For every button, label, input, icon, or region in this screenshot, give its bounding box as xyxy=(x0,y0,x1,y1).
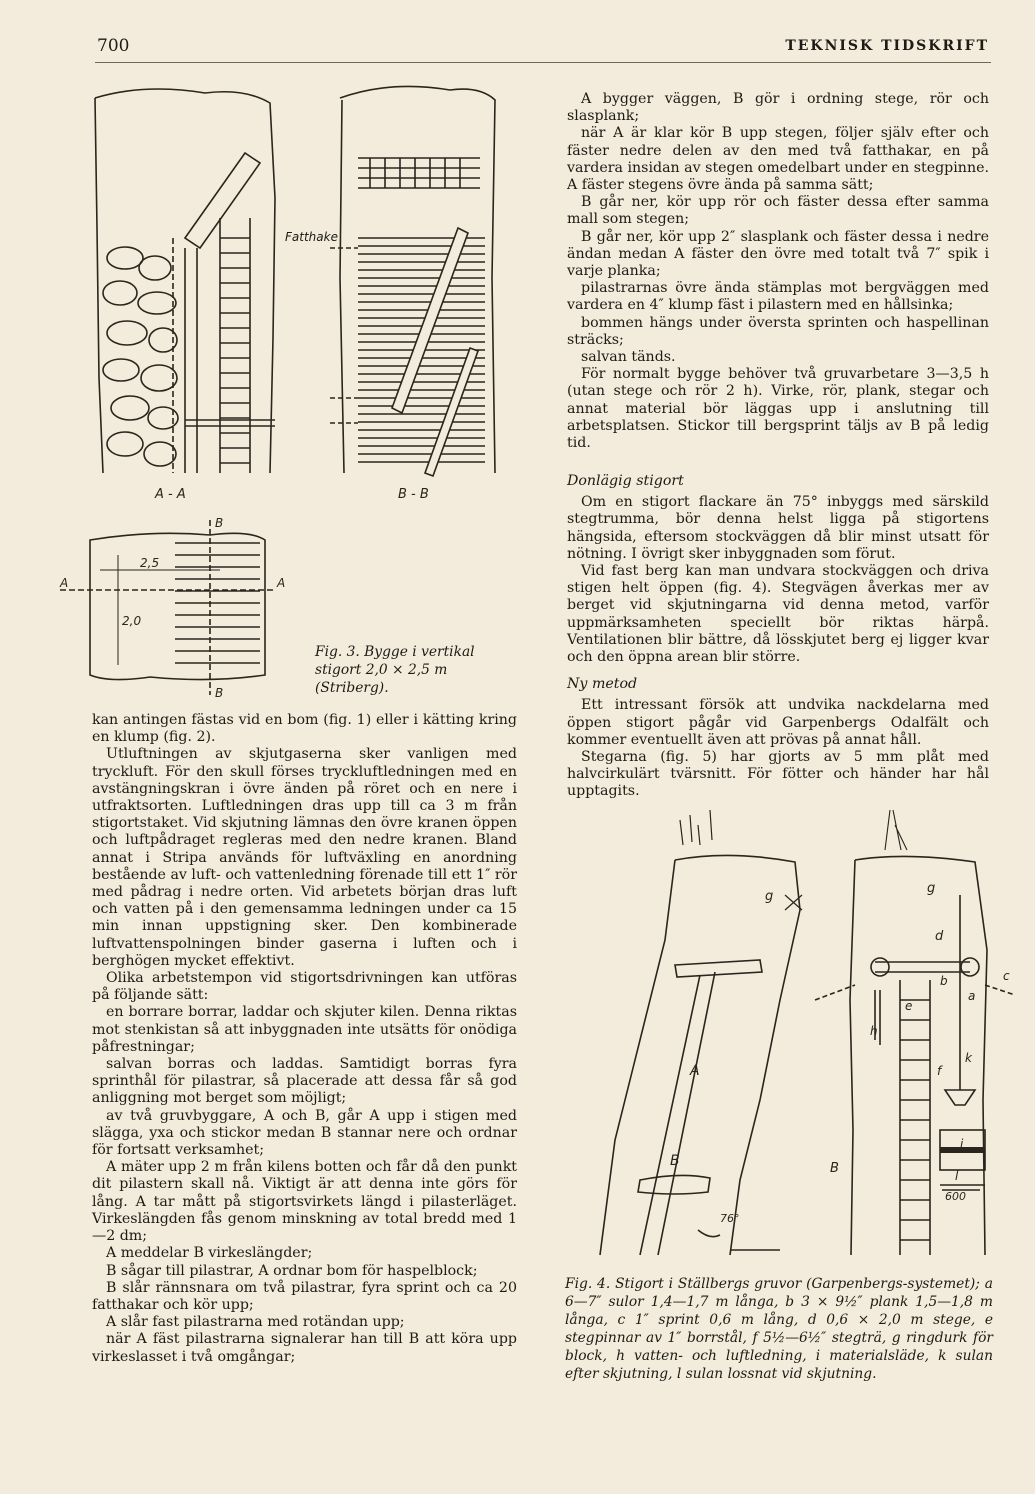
left-para-2: Utluftningen av skjutgaserna sker vanligen med tryckluft. För den skull förses tryckluftledningen med en avstängningskran i övre änden på röret och en nere i utfraktsorten. Luftledningen dras upp till ca 3 m från stigortstaket. Vid skjutning lämnas den övre kranen öppen och luftpådraget regleras med den nedre kranen. Bland annat i Stripa används för luftväxling en anordning bestående av luft- och vattenledning förenade till ett 1″ rör med pådrag i nedre orten. Vid arbetets början dras luft och vatten på i den gemensamma ledningen under ca 15 min innan uppstigning sker. Den kombinerade luftvattenspolningen binder gaserna i luften och i berghögen mycket effektivt. xyxy=(92,746,517,969)
donlagig-para-1: Om en stigort flackare än 75° inbyggs med särskild stegtrumma, bör denna helst ligga på stigortens hängsida, eftersom stockväggen då blir minst utsatt för nötning. I övrigt sker inbyggnaden som förut. xyxy=(567,494,989,562)
fig4-vertical xyxy=(815,800,1015,1265)
left-column xyxy=(92,712,517,1366)
right-para-2: när A är klar kör B upp stegen, följer själv efter och fäster nedre delen av den med två fatthakar, en på vardera insidan av stegen omedelbart under en stegpinne. A fäster stegens övre ända på samma sätt; xyxy=(567,125,989,194)
right-para-6: bommen hängs under översta sprinten och haspellinan sträcks; xyxy=(567,314,989,348)
fig3-dim-width: 2,5 xyxy=(140,556,160,570)
right-para-7: salvan tänds. xyxy=(581,349,676,366)
fig3-label-aa: A - A xyxy=(155,487,186,502)
ny-metod-para-1: Ett intressant försök att undvika nackdelarna med öppen stigort pågår vid Garpenbergs Odalfält och kommer eventuellt även att prövas på annat håll. xyxy=(567,697,989,748)
left-para-4: en borrare borrar, laddar och skjuter kilen. Denna riktas mot stenkistan så att inbyggnaden inte utsätts för onödiga påfrestningar; xyxy=(92,1004,517,1055)
left-para-12: när A fäst pilastrarna signalerar han till B att köra upp virkeslasset i två omgångar; xyxy=(92,1331,517,1365)
fig4-label-B-left: B xyxy=(670,1153,680,1169)
left-para-7: A mäter upp 2 m från kilens botten och får då den punkt dit pilastern skall nå. Viktigt är att denna inte görs för lång. A tar mått på stigortsvirkets längd i pilasterläget. Virkeslängden fås genom minskning av total bredd med 1—2 dm; xyxy=(92,1159,517,1245)
left-para-11: A slår fast pilastrarna med rotändan upp; xyxy=(106,1314,405,1331)
fig3-section-bb xyxy=(330,78,505,508)
fig4-label-g-left: g xyxy=(765,889,774,904)
fig4-label-f: f xyxy=(937,1064,942,1078)
fig3-label-a-right: A xyxy=(277,576,286,590)
right-para-8: För normalt bygge behöver två gruvarbetare 3—3,5 h (utan stege och rör 2 h). Virke, rör, plank, stegar och annat material bör läggas upp i anslutning till arbetsplatsen. Stickor till bergsprint täljs av B på ledig tid. xyxy=(567,366,989,452)
left-para-6: av två gruvbyggare, A och B, går A upp i stigen med slägga, yxa och stickor medan B stannar nere och ordnar för fortsatt verksamhet; xyxy=(92,1107,517,1159)
fig3-caption: Fig. 3. Bygge i vertikal stigort 2,0 × 2,5 m (Striberg). xyxy=(315,644,475,696)
right-para-3: B går ner, kör upp rör och fäster dessa efter samma mall som stegen; xyxy=(567,194,989,228)
fig3-dim-height: 2,0 xyxy=(122,614,142,628)
fig3-label-b-bottom: B xyxy=(215,686,224,700)
right-column-sections xyxy=(567,463,989,801)
left-para-5: salvan borras och laddas. Samtidigt borras fyra sprinthål för pilastrar, så placerade att dessa får så god anliggning mot berget som möjligt; xyxy=(92,1056,517,1107)
heading-donlagig: Donlägig stigort xyxy=(567,473,684,489)
fig4-label-A: A xyxy=(690,1063,700,1079)
fig3-fatthake-label: Fatthake xyxy=(285,230,338,244)
fig4-inclined xyxy=(580,800,820,1265)
right-column-top xyxy=(567,91,989,452)
fig4-label-i: i xyxy=(960,1137,964,1151)
fig4-label-l: l xyxy=(955,1169,959,1183)
heading-ny-metod: Ny metod xyxy=(567,676,638,693)
left-para-10: B slår rännsnara om två pilastrar, fyra sprint och ca 20 fatthakar och kör upp; xyxy=(92,1279,517,1313)
fig3-label-a-left: A xyxy=(60,576,69,590)
fig4-angle: 76° xyxy=(720,1212,740,1225)
fig4-label-k: k xyxy=(965,1051,972,1065)
fig3-label-b-top: B xyxy=(215,516,224,530)
fig4-label-B: B xyxy=(830,1161,839,1176)
right-para-4: B går ner, kör upp 2″ slasplank och fäster dessa i nedre ändan medan A fäster den övre med totalt två 7″ spik i varje planka; xyxy=(567,228,989,280)
fig3-label-bb: B - B xyxy=(398,487,429,502)
fig4-caption: Fig. 4. Stigort i Ställbergs gruvor (Garpenbergs-systemet); a 6—7″ sulor 1,4—1,7 m långa, b 3 × 9½″ plank 1,5—1,8 m långa, c 1″ sprint 0,6 m lång, d 0,6 × 2,0 m stege, e stegpinnar av 1″ borrstål, f 5½—6½″ stegträ, g ringdurk för block, h vatten- och luftledning, i materialsläde, k sulan efter skjutning, l sulan lossnat vid skjutning. xyxy=(565,1276,993,1382)
fig4-label-d: d xyxy=(935,929,944,944)
header-rule xyxy=(95,62,991,63)
fig4-label-b: b xyxy=(940,974,948,988)
left-para-8: A meddelar B virkeslängder; xyxy=(106,1245,313,1262)
fig3-plan xyxy=(60,515,290,700)
fig4-label-a: a xyxy=(968,989,976,1003)
left-para-9: B sågar till pilastrar, A ordnar bom för haspelblock; xyxy=(106,1262,478,1279)
running-head: TEKNISK TIDSKRIFT xyxy=(785,38,989,54)
page-number: 700 xyxy=(97,36,130,56)
left-para-1: kan antingen fästas vid en bom (fig. 1) eller i kätting kring en klump (fig. 2). xyxy=(92,712,517,746)
fig4-label-e: e xyxy=(905,999,913,1013)
fig3-section-aa xyxy=(85,78,285,508)
ny-metod-para-2: Stegarna (fig. 5) har gjorts av 5 mm plåt med halvcirkulärt tvärsnitt. För fötter och händer har hål upptagits. xyxy=(567,749,989,800)
fig4-label-h: h xyxy=(870,1024,878,1038)
left-para-3: Olika arbetstempon vid stigortsdrivningen kan utföras på följande sätt: xyxy=(92,970,517,1004)
fig4-dim-600: 600 xyxy=(945,1190,966,1203)
right-para-5: pilastrarnas övre ända stämplas mot bergväggen med vardera en 4″ klump fäst i pilastern med en hållsinka; xyxy=(567,280,989,314)
fig4-label-c: c xyxy=(1003,969,1010,983)
right-para-1: A bygger väggen, B gör i ordning stege, rör och slasplank; xyxy=(567,91,989,125)
fig4-label-g: g xyxy=(927,881,936,896)
donlagig-para-2: Vid fast berg kan man undvara stockväggen och driva stigen helt öppen (fig. 4). Stegvägen åverkas mer av berget vid skjutningarna vid denna metod, varför uppmärksamheten speciellt bör riktas härpå. Ventilationen blir bättre, då lösskjutet berg ej ligger kvar och den öppna arean blir större. xyxy=(567,563,989,666)
